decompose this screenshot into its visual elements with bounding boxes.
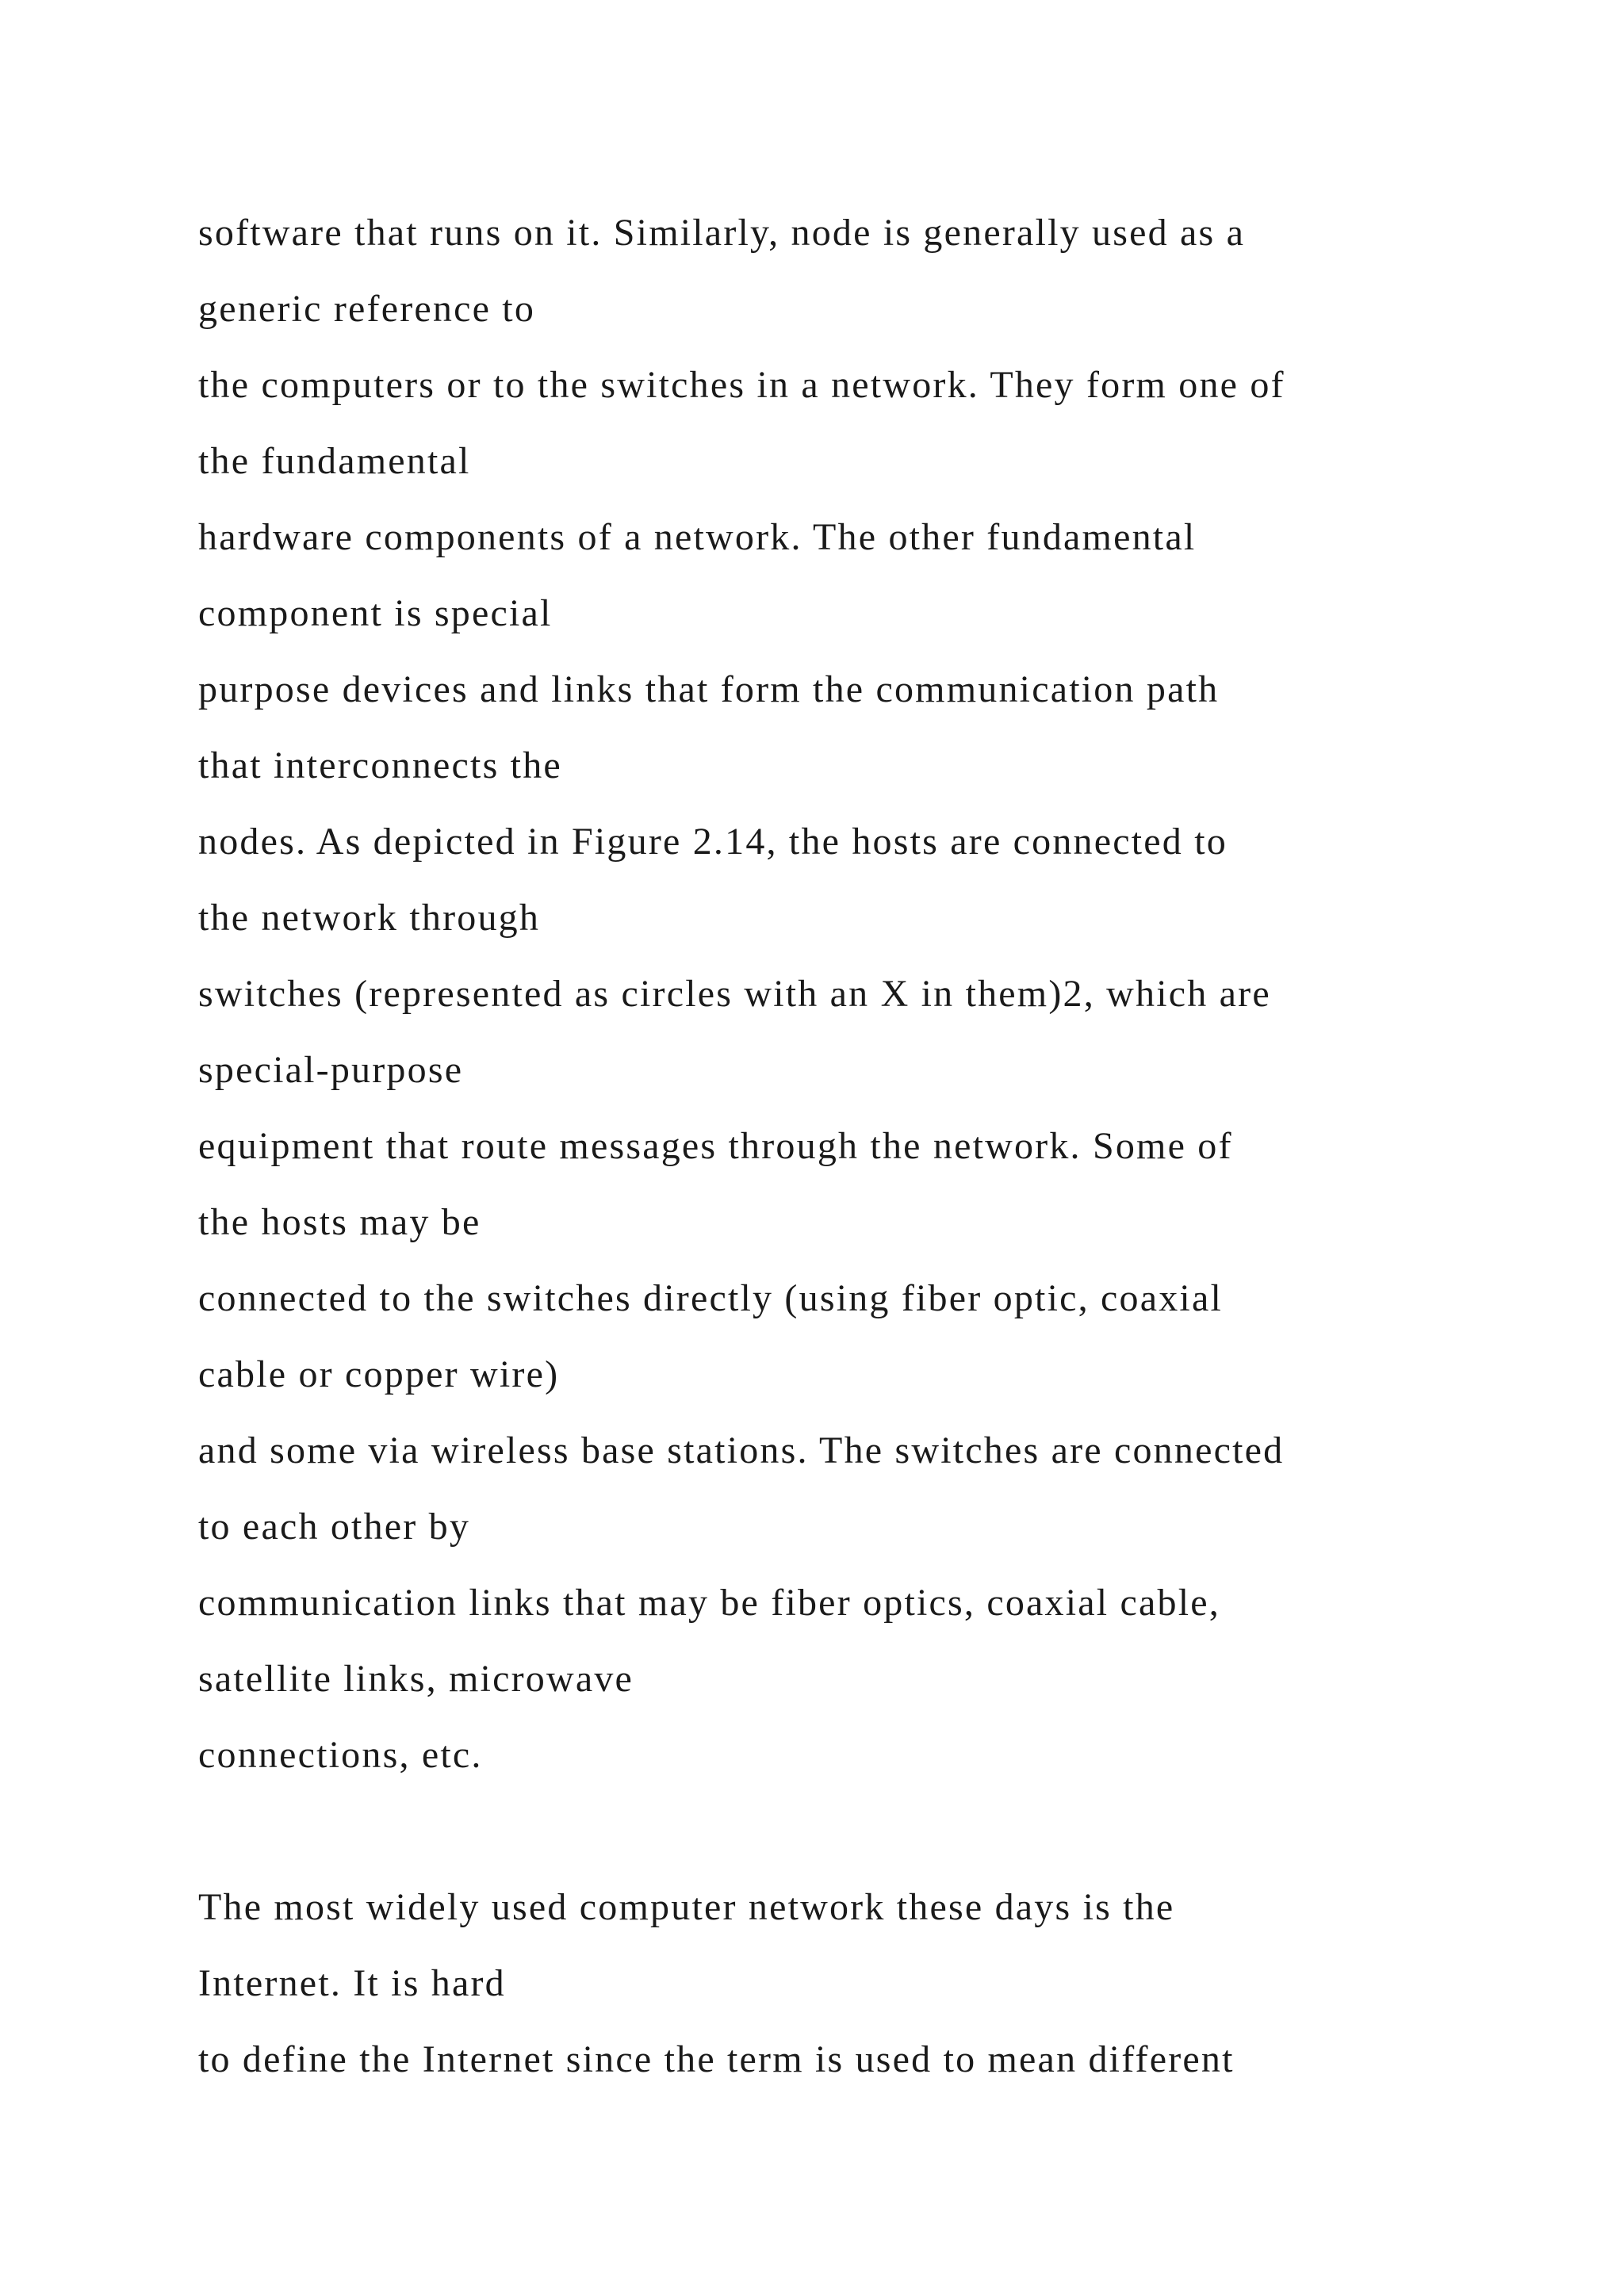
text-line: connections, etc. — [198, 1734, 483, 1776]
text-line: that interconnects the — [198, 744, 562, 786]
text-line: connected to the switches directly (using fiber optic, coaxial — [198, 1277, 1224, 1319]
paragraph-gap — [198, 1793, 1546, 1869]
text-line: equipment that route messages through the network. Some of — [198, 1125, 1233, 1167]
text-line: the fundamental — [198, 440, 471, 482]
paragraph-2 — [198, 1869, 1546, 2098]
text-line: cable or copper wire) — [198, 1353, 560, 1395]
body-text — [198, 195, 1546, 2098]
text-line: satellite links, microwave — [198, 1658, 634, 1700]
text-line: special-purpose — [198, 1049, 464, 1091]
text-line: nodes. As depicted in Figure 2.14, the hosts are connected to — [198, 821, 1228, 863]
text-line: generic reference to — [198, 288, 536, 330]
text-line: to each other by — [198, 1506, 471, 1548]
text-line: The most widely used computer network these days is the — [198, 1886, 1175, 1928]
text-line: communication links that may be fiber optics, coaxial cable, — [198, 1582, 1220, 1624]
text-line: switches (represented as circles with an X in them)2, which are — [198, 973, 1271, 1015]
text-line: software that runs on it. Similarly, node is generally used as a — [198, 212, 1246, 254]
text-line: the computers or to the switches in a network. They form one of — [198, 364, 1285, 406]
text-line: the hosts may be — [198, 1201, 481, 1243]
text-line: to define the Internet since the term is used to mean different — [198, 2038, 1235, 2080]
text-line: component is special — [198, 592, 553, 634]
paragraph-1 — [198, 195, 1546, 1793]
text-line: purpose devices and links that form the communication path — [198, 668, 1220, 710]
text-line: the network through — [198, 897, 541, 939]
text-line: and some via wireless base stations. The switches are connected — [198, 1429, 1285, 1471]
text-line: hardware components of a network. The other fundamental — [198, 516, 1197, 558]
text-line: Internet. It is hard — [198, 1962, 506, 2004]
